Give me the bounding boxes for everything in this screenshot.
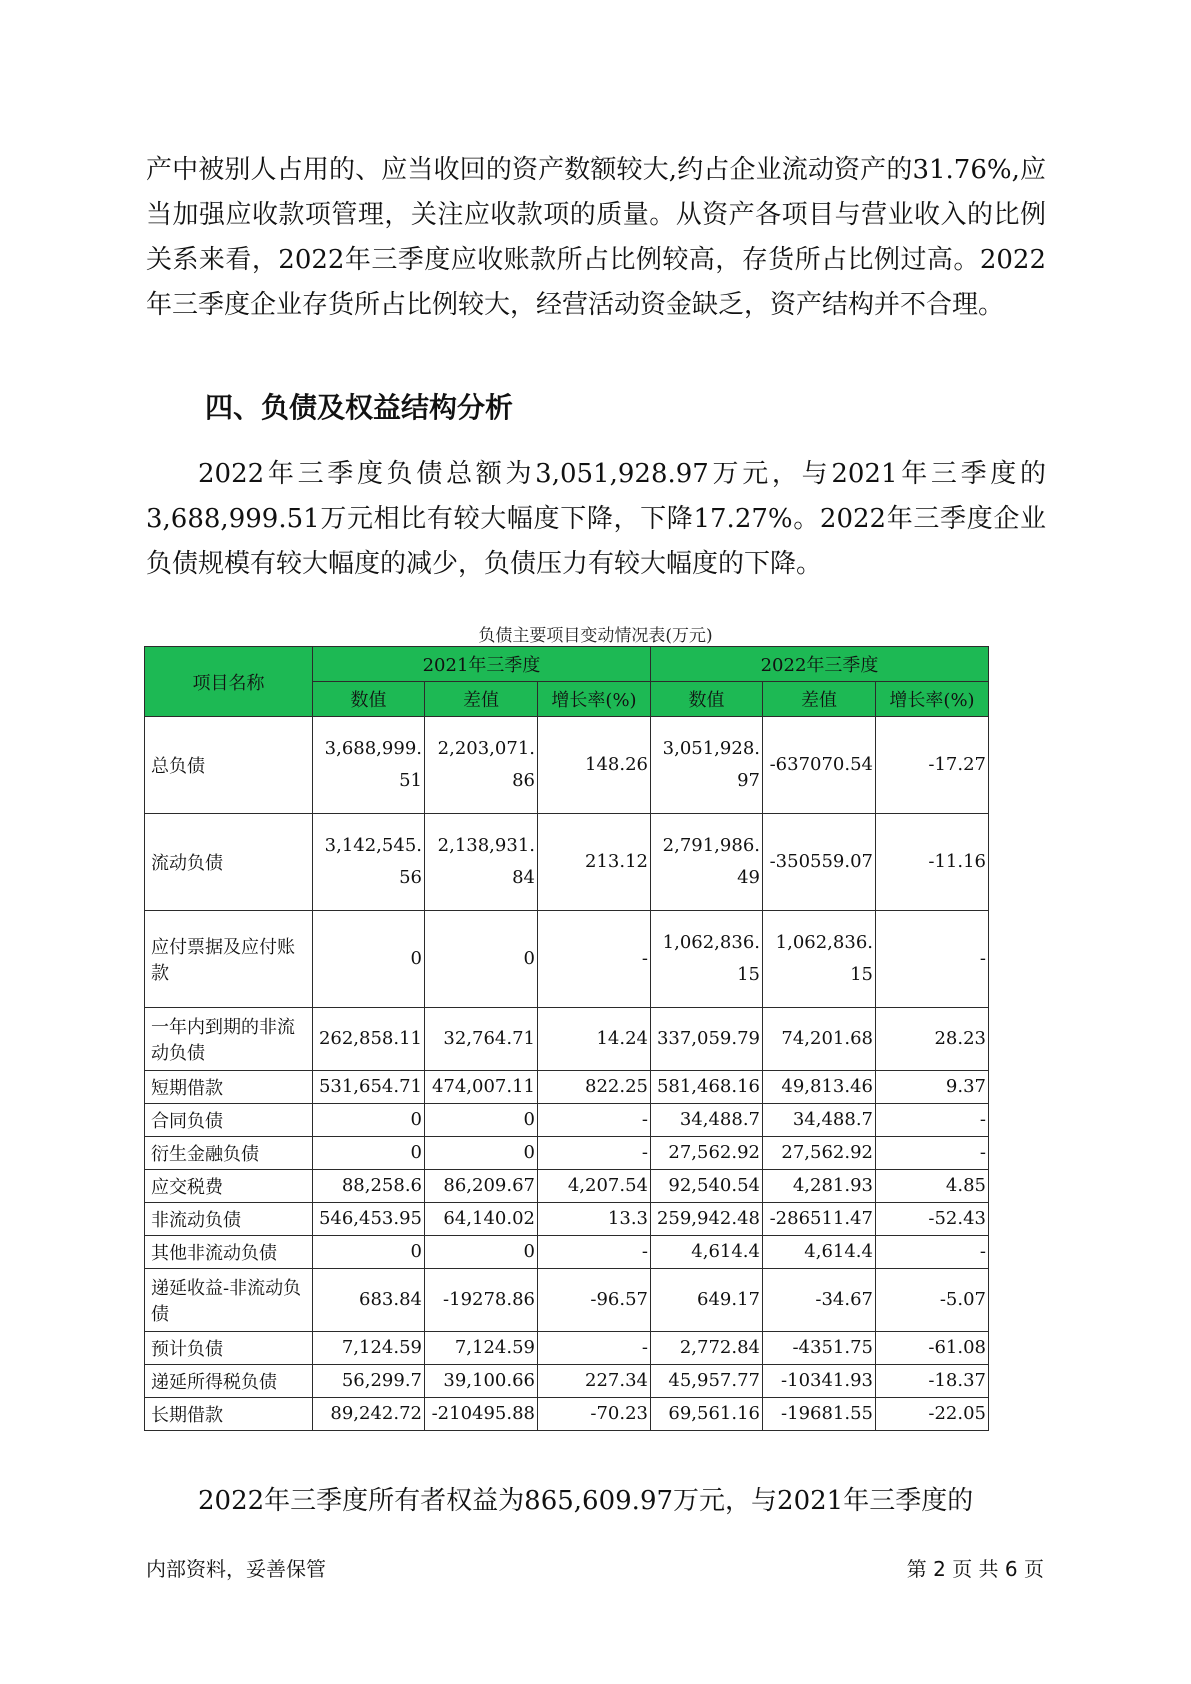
body-paragraph-assets: 产中被别人占用的、应当收回的资产数额较大,约占企业流动资产的31.76%,应当加强应收款项管理，关注应收款项的质量。从资产各项目与营业收入的比例关系来看，2022年三季度应收账款所占比例较高，存货所占比例过高。2022年三季度企业存货所占比例较大，经营活动资金缺乏，资产结构并不合理。 — [146, 155, 1046, 320]
table-row — [145, 911, 989, 1008]
body-paragraph-equity: 2022年三季度所有者权益为865,609.97万元，与2021年三季度的 — [198, 1486, 974, 1516]
diff-2022: 1,062,836.15 — [763, 911, 876, 1008]
growth-2022: 9.37 — [876, 1071, 989, 1104]
diff-2022: -34.67 — [763, 1269, 876, 1332]
diff-2022: 27,562.92 — [763, 1137, 876, 1170]
row-label: 流动负债 — [145, 814, 313, 911]
diff-2022: 49,813.46 — [763, 1071, 876, 1104]
value-2021: 262,858.11 — [313, 1008, 425, 1071]
table-row — [145, 1332, 989, 1365]
growth-2022: -5.07 — [876, 1269, 989, 1332]
table-row — [145, 1236, 989, 1269]
diff-2022: -19681.55 — [763, 1398, 876, 1431]
value-2022: 649.17 — [651, 1269, 763, 1332]
header-period-2022: 2022年三季度 — [651, 647, 989, 682]
value-2021: 3,688,999.51 — [313, 717, 425, 814]
diff-2022: 4,281.93 — [763, 1170, 876, 1203]
table-row — [145, 814, 989, 911]
diff-2021: -19278.86 — [425, 1269, 538, 1332]
diff-2021: 32,764.71 — [425, 1008, 538, 1071]
footer-page-number: 第 2 页 共 6 页 — [906, 1557, 1044, 1581]
diff-2022: 34,488.7 — [763, 1104, 876, 1137]
growth-2021: 822.25 — [538, 1071, 651, 1104]
growth-2021: - — [538, 1137, 651, 1170]
diff-2021: 0 — [425, 911, 538, 1008]
diff-2021: 39,100.66 — [425, 1365, 538, 1398]
row-label: 应交税费 — [145, 1170, 313, 1203]
row-label: 非流动负债 — [145, 1203, 313, 1236]
value-2022: 34,488.7 — [651, 1104, 763, 1137]
value-2022: 259,942.48 — [651, 1203, 763, 1236]
value-2022: 337,059.79 — [651, 1008, 763, 1071]
diff-2022: 74,201.68 — [763, 1008, 876, 1071]
liability-change-table — [144, 646, 989, 1431]
value-2022: 2,791,986.49 — [651, 814, 763, 911]
value-2022: 2,772.84 — [651, 1332, 763, 1365]
value-2022: 27,562.92 — [651, 1137, 763, 1170]
diff-2021: 7,124.59 — [425, 1332, 538, 1365]
growth-2022: -18.37 — [876, 1365, 989, 1398]
growth-2022: - — [876, 1104, 989, 1137]
growth-2021: 13.3 — [538, 1203, 651, 1236]
diff-2021: 2,138,931.84 — [425, 814, 538, 911]
growth-2022: -22.05 — [876, 1398, 989, 1431]
row-label: 衍生金融负债 — [145, 1137, 313, 1170]
row-label: 合同负债 — [145, 1104, 313, 1137]
growth-2021: - — [538, 1332, 651, 1365]
diff-2021: 0 — [425, 1104, 538, 1137]
value-2021: 546,453.95 — [313, 1203, 425, 1236]
diff-2021: 86,209.67 — [425, 1170, 538, 1203]
row-label: 预计负债 — [145, 1332, 313, 1365]
diff-2021: 474,007.11 — [425, 1071, 538, 1104]
growth-2021: -70.23 — [538, 1398, 651, 1431]
header-growth-2021: 增长率(%) — [538, 682, 651, 717]
value-2021: 56,299.7 — [313, 1365, 425, 1398]
value-2021: 89,242.72 — [313, 1398, 425, 1431]
growth-2021: -96.57 — [538, 1269, 651, 1332]
table-row — [145, 1137, 989, 1170]
row-label: 总负债 — [145, 717, 313, 814]
growth-2021: 227.34 — [538, 1365, 651, 1398]
growth-2021: - — [538, 911, 651, 1008]
table-row — [145, 1269, 989, 1332]
row-label: 应付票据及应付账款 — [145, 911, 313, 1008]
row-label: 短期借款 — [145, 1071, 313, 1104]
header-growth-2022: 增长率(%) — [876, 682, 989, 717]
diff-2022: -286511.47 — [763, 1203, 876, 1236]
value-2021: 3,142,545.56 — [313, 814, 425, 911]
growth-2022: -11.16 — [876, 814, 989, 911]
header-diff-2022: 差值 — [763, 682, 876, 717]
diff-2021: 0 — [425, 1236, 538, 1269]
row-label: 递延收益-非流动负债 — [145, 1269, 313, 1332]
row-label: 长期借款 — [145, 1398, 313, 1431]
table-row — [145, 1008, 989, 1071]
row-label: 一年内到期的非流动负债 — [145, 1008, 313, 1071]
growth-2022: -17.27 — [876, 717, 989, 814]
growth-2022: - — [876, 911, 989, 1008]
value-2022: 1,062,836.15 — [651, 911, 763, 1008]
header-value-2021: 数值 — [313, 682, 425, 717]
growth-2022: - — [876, 1236, 989, 1269]
body-paragraph-liabilities: 2022年三季度负债总额为3,051,928.97万元，与2021年三季度的3,688,999.51万元相比有较大幅度下降，下降17.27%。2022年三季度企业负债规模有较大幅度的减少，负债压力有较大幅度的下降。 — [146, 459, 1046, 579]
value-2021: 7,124.59 — [313, 1332, 425, 1365]
value-2021: 0 — [313, 911, 425, 1008]
table-row — [145, 1398, 989, 1431]
table-caption: 负债主要项目变动情况表(万元) — [478, 626, 713, 646]
diff-2022: -4351.75 — [763, 1332, 876, 1365]
table-row — [145, 1365, 989, 1398]
value-2021: 88,258.6 — [313, 1170, 425, 1203]
diff-2022: -350559.07 — [763, 814, 876, 911]
growth-2022: -61.08 — [876, 1332, 989, 1365]
value-2022: 45,957.77 — [651, 1365, 763, 1398]
value-2022: 4,614.4 — [651, 1236, 763, 1269]
diff-2022: -637070.54 — [763, 717, 876, 814]
value-2021: 0 — [313, 1137, 425, 1170]
growth-2022: - — [876, 1137, 989, 1170]
footer-confidential-note: 内部资料，妥善保管 — [146, 1557, 326, 1581]
growth-2022: 28.23 — [876, 1008, 989, 1071]
row-label: 其他非流动负债 — [145, 1236, 313, 1269]
growth-2021: - — [538, 1104, 651, 1137]
value-2022: 3,051,928.97 — [651, 717, 763, 814]
growth-2021: 148.26 — [538, 717, 651, 814]
diff-2021: 64,140.02 — [425, 1203, 538, 1236]
diff-2021: -210495.88 — [425, 1398, 538, 1431]
value-2022: 69,561.16 — [651, 1398, 763, 1431]
table-row — [145, 1071, 989, 1104]
diff-2022: 4,614.4 — [763, 1236, 876, 1269]
growth-2022: -52.43 — [876, 1203, 989, 1236]
table-row — [145, 717, 989, 814]
value-2021: 683.84 — [313, 1269, 425, 1332]
value-2022: 581,468.16 — [651, 1071, 763, 1104]
section-heading: 四、负债及权益结构分析 — [205, 391, 514, 424]
value-2021: 0 — [313, 1236, 425, 1269]
table-row — [145, 1170, 989, 1203]
growth-2021: 4,207.54 — [538, 1170, 651, 1203]
row-label: 递延所得税负债 — [145, 1365, 313, 1398]
header-period-2021: 2021年三季度 — [313, 647, 651, 682]
growth-2022: 4.85 — [876, 1170, 989, 1203]
header-value-2022: 数值 — [651, 682, 763, 717]
value-2022: 92,540.54 — [651, 1170, 763, 1203]
table-row — [145, 1104, 989, 1137]
header-item-name: 项目名称 — [145, 647, 313, 717]
diff-2021: 2,203,071.86 — [425, 717, 538, 814]
growth-2021: 14.24 — [538, 1008, 651, 1071]
diff-2021: 0 — [425, 1137, 538, 1170]
value-2021: 0 — [313, 1104, 425, 1137]
value-2021: 531,654.71 — [313, 1071, 425, 1104]
growth-2021: 213.12 — [538, 814, 651, 911]
header-diff-2021: 差值 — [425, 682, 538, 717]
diff-2022: -10341.93 — [763, 1365, 876, 1398]
growth-2021: - — [538, 1236, 651, 1269]
table-row — [145, 1203, 989, 1236]
